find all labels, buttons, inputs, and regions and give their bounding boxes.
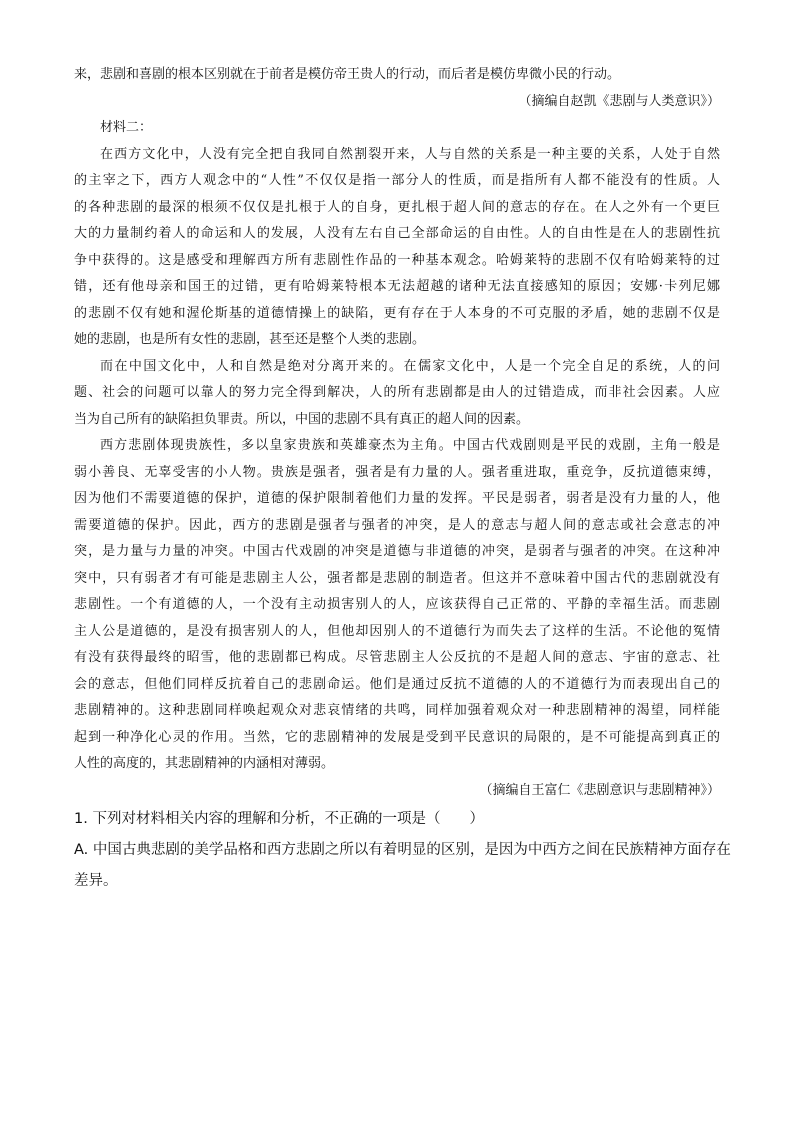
paragraph-line: 的悲剧不仅有她和渥伦斯基的道德情操上的缺陷，更有存在于人本身的不可克服的矛盾，她的悲剧不仅是 bbox=[74, 305, 720, 321]
paragraph-line: 争中获得的。这是感受和理解西方所有悲剧性作品的一种基本观念。哈姆莱特的悲剧不仅有哈姆莱特的过 bbox=[74, 252, 720, 268]
paragraph-line: 大的力量制约着人的命运和人的发展，人没有左右自己全部命运的自由性。人的自由性是在人的悲剧性抗 bbox=[74, 226, 720, 241]
paragraph-line: 起到一种净化心灵的作用。当然，它的悲剧精神的发展是受到平民意识的局限的，是不可能提高到真正的 bbox=[74, 729, 720, 745]
paragraph-line: 悲剧性。一个有道德的人，一个没有主动损害别人的人，应该获得自己正常的、平静的幸福生活。而悲剧 bbox=[74, 597, 720, 612]
paragraph-line: 需要道德的保护。因此，西方的悲剧是强者与强者的冲突，是人的意志与超人间的意志或社会意志的冲 bbox=[74, 517, 720, 533]
paragraph-line: 的主宰之下，西方人观念中的“人性”不仅仅是指一部分人的性质，而是指所有人都不能没有的性质。人 bbox=[74, 173, 720, 188]
paragraph-line: 错，还有他母亲和国王的过错，更有哈姆莱特根本无法超越的诸种无法直接感知的原因；安娜·卡列尼娜 bbox=[74, 279, 720, 294]
paragraph-line: 人性的高度的，其悲剧精神的内涵相对薄弱。 bbox=[74, 756, 335, 771]
material2-paragraph-2 bbox=[74, 354, 720, 434]
paragraph-line: 弱小善良、无辜受害的小人物。贵族是强者，强者是有力量的人。强者重进取，重竞争，反抗道德束缚， bbox=[74, 464, 720, 480]
material2-paragraph-3 bbox=[74, 433, 720, 778]
question-1-option-a-line-1: A. 中国古典悲剧的美学品格和西方悲剧之所以有着明显的区别，是因为中西方之间在民族精神方面存在 bbox=[74, 842, 731, 858]
paragraph-line: 悲剧精神的。这种悲剧同样唤起观众对悲哀情绪的共鸣，同样加强着观众对一种悲剧精神的渴望，同样能 bbox=[74, 703, 720, 718]
paragraph-line: 题、社会的问题可以靠人的努力完全得到解决，人的所有悲剧都是由人的过错造成，而非社会因素。人应 bbox=[74, 385, 720, 400]
paragraph-line: 在西方文化中，人没有完全把自我同自然割裂开来，人与自然的关系是一种主要的关系，人处于自然 bbox=[100, 146, 720, 162]
paragraph-line: 突中，只有弱者才有可能是悲剧主人公，强者都是悲剧的制造者。但这并不意味着中国古代的悲剧就没有 bbox=[74, 570, 720, 586]
paragraph-line: 会的意志，但他们同样反抗着自己的悲剧命运。他们是通过反抗不道德的人的不道德行为而表现出自己的 bbox=[74, 676, 720, 692]
paragraph-line: 突，是力量与力量的冲突。中国古代戏剧的冲突是道德与非道德的冲突，是弱者与强者的冲突。在这种冲 bbox=[74, 544, 720, 559]
material2-source: （摘编自王富仁《悲剧意识与悲剧精神》） bbox=[479, 782, 720, 798]
paragraph-line: 西方悲剧体现贵族性，多以皇家贵族和英雄豪杰为主角。中国古代戏剧则是平民的戏剧，主角一般是 bbox=[100, 438, 720, 453]
paragraph-line: 的各种悲剧的最深的根须不仅仅是扎根于人的自身，更扎根于超人间的意志的存在。在人之外有一个更巨 bbox=[74, 199, 720, 215]
document-page bbox=[74, 62, 731, 897]
material2-paragraph-1 bbox=[74, 142, 720, 354]
paragraph-line: 而在中国文化中，人和自然是绝对分离开来的。在儒家文化中，人是一个完全自足的系统，人的问 bbox=[100, 358, 720, 374]
paragraph-line: 有没有获得最终的昭雪，他的悲剧都已构成。尽管悲剧主人公反抗的不是超人间的意志、宇宙的意志、社 bbox=[74, 650, 720, 665]
material1-tail-line: 来，悲剧和喜剧的根本区别就在于前者是模仿帝王贵人的行动，而后者是模仿卑微小民的行动。 bbox=[74, 67, 621, 82]
material1-source: （摘编自赵凯《悲剧与人类意识》） bbox=[518, 93, 720, 109]
paragraph-line: 她的悲剧，也是所有女性的悲剧，甚至还是整个人类的悲剧。 bbox=[74, 332, 426, 347]
question-1-stem: 1. 下列对材料相关内容的理解和分析，不正确的一项是（ ） bbox=[74, 811, 484, 827]
paragraph-line: 因为他们不需要道德的保护，道德的保护限制着他们力量的发挥。平民是弱者，弱者是没有力量的人，他 bbox=[74, 491, 720, 506]
question-1-option-a-line-2: 差异。 bbox=[74, 873, 118, 889]
paragraph-line: 主人公是道德的，是没有损害别人的人，但他却因别人的不道德行为而失去了这样的生活。不论他的冤情 bbox=[74, 623, 720, 639]
material2-heading: 材料二： bbox=[100, 120, 153, 135]
paragraph-line: 当为自己所有的缺陷担负罪责。所以，中国的悲剧不具有真正的超人间的因素。 bbox=[74, 411, 530, 427]
